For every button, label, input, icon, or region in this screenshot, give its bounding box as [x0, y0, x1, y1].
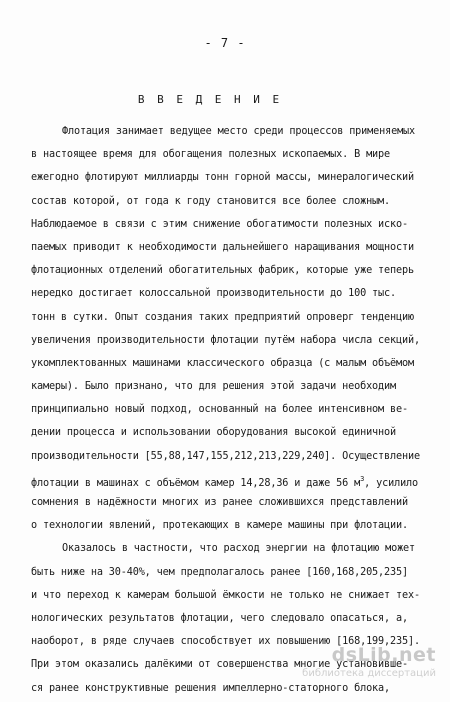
page-number: - 7 -	[204, 36, 246, 50]
text-line	[31, 143, 431, 166]
text-line-content: производительности [55,88,147,155,212,213,229,240]. Осуществление	[31, 450, 420, 462]
text-line-content: Флотация занимает ведущее место среди процессов применяемых	[62, 126, 416, 137]
section-heading: В В Е Д Е Н И Е	[137, 93, 283, 106]
text-line	[31, 259, 431, 282]
text-line-content: наоборот, в ряде случаев способствует их повышению [168,199,235].	[31, 636, 420, 648]
text-line-content: камеры). Было признано, что для решения этой задачи необходим	[31, 381, 396, 393]
text-line-content: ся ранее конструктивные решения импеллерно-статорного блока,	[31, 682, 391, 694]
text-line	[31, 306, 431, 329]
text-line	[31, 445, 431, 468]
text-line-content: флотации в машинах с объёмом камер 14,28,36 и даже 56 м	[31, 477, 361, 489]
text-line	[31, 352, 431, 375]
text-line-content: увеличения производительности флотации путём набора числа секций,	[31, 334, 420, 346]
watermark-logo: dsLib.net	[331, 644, 436, 666]
text-line	[31, 561, 431, 584]
text-line-content: и что переход к камерам большой ёмкости не только не снижает тех-	[31, 589, 420, 601]
text-line-content: При этом оказались далёкими от совершенства многие установивше-	[31, 659, 408, 671]
text-line	[31, 537, 431, 560]
text-line-content: ежегодно флотируют миллиарды тонн горной массы, минералогический	[31, 172, 414, 184]
text-line	[31, 236, 431, 259]
text-line-content: паемых приводит к необходимости дальнейшего наращивания мощности	[31, 241, 414, 253]
text-line-content: укомплектованных машинами классического образца (с малым объёмом	[31, 357, 414, 369]
text-line-continuation: , усилило	[364, 477, 419, 489]
text-line-content: тонн в сутки. Опыт создания таких предприятий опроверг тенденцию	[31, 311, 414, 323]
text-line-content: состав которой, от года к году становится все более сложным.	[31, 195, 391, 207]
text-line-content: нередко достигает колоссальной производительности до 100 тыс.	[31, 288, 396, 300]
text-line-content: Оказалось в частности, что расход энергии на флотацию может	[62, 543, 416, 555]
watermark	[226, 644, 436, 684]
body-text	[31, 120, 431, 700]
text-line-content: сомнения в надёжности многих из ранее сложившихся представлений	[31, 497, 408, 508]
text-line	[31, 190, 431, 213]
text-line	[31, 375, 431, 398]
text-line-content: в настоящее время для обогащения полезных ископаемых. В мире	[31, 149, 391, 161]
text-line	[31, 421, 431, 444]
text-line	[31, 491, 431, 514]
superscript: 3	[360, 474, 365, 483]
text-line-content: о технологии явлений, протекающих в камере машины при флотации.	[31, 520, 408, 532]
text-line	[31, 213, 431, 236]
text-line-content: принципиально новый подход, основанный на более интенсивном ве-	[31, 404, 408, 416]
text-line	[31, 120, 431, 143]
watermark-subtitle: библиотека диссертаций	[302, 668, 436, 679]
text-line-content: дении процесса и использовании оборудования высокой единичной	[31, 427, 396, 439]
text-line-content: нологических результатов флотации, чего следовало опасаться, а,	[31, 612, 408, 624]
text-line	[31, 282, 431, 305]
text-line	[31, 584, 431, 607]
text-line-content: Наблюдаемое в связи с этим снижение обогатимости полезных иско-	[31, 218, 408, 230]
text-line-content: быть ниже на 30-40%, чем предполагалось ранее [160,168,205,235]	[31, 566, 408, 578]
text-line-content: флотационных отделений обогатительных фабрик, которые уже теперь	[31, 265, 414, 277]
text-line	[31, 468, 431, 491]
text-line	[31, 514, 431, 537]
text-line	[31, 398, 431, 421]
text-line	[31, 607, 431, 630]
text-line	[31, 166, 431, 189]
text-line	[31, 329, 431, 352]
